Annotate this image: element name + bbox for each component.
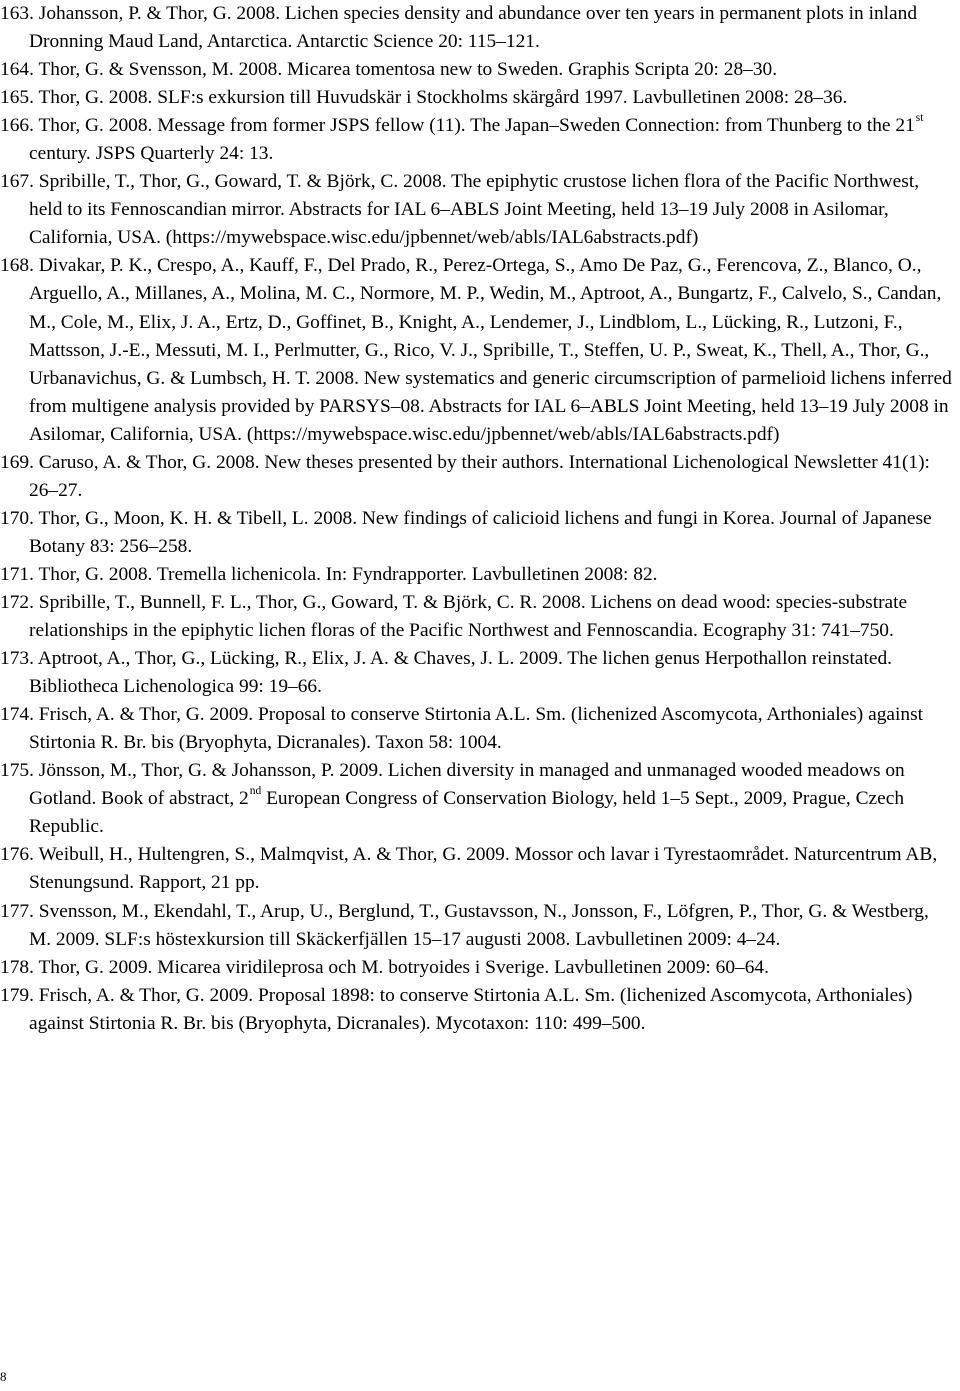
reference-number: 178.	[0, 956, 34, 978]
reference-item	[0, 589, 955, 645]
reference-text: Aptroot, A., Thor, G., Lücking, R., Elix, J. A. & Chaves, J. L. 2009. The lichen genus Herpothallon reinstated. Bibliotheca Lichenologica 99: 19–66.	[29, 648, 892, 698]
ordinal-suffix: nd	[249, 785, 262, 798]
reference-number: 179.	[0, 984, 34, 1006]
reference-text: Thor, G. 2008. Message from former JSPS fellow (11). The Japan–Sweden Connection: from Thunberg to the 21	[38, 115, 915, 137]
reference-item	[0, 112, 955, 168]
reference-number: 163.	[0, 3, 34, 24]
reference-item	[0, 954, 955, 982]
page-number: 8	[0, 1369, 7, 1384]
reference-number: 176.	[0, 844, 34, 866]
reference-text: Thor, G. 2008. Tremella lichenicola. In: Fyndrapporter. Lavbulletinen 2008: 82.	[38, 563, 658, 585]
reference-item	[0, 252, 955, 448]
reference-number: 171.	[0, 563, 34, 585]
reference-text: Spribille, T., Bunnell, F. L., Thor, G., Goward, T. & Björk, C. R. 2008. Lichens on dead wood: species-substrate relationships in the epiphytic lichen floras of the Pacific Northwest and Fennoscandia. Ecography 31: 741–750.	[29, 591, 908, 642]
reference-text: Weibull, H., Hultengren, S., Malmqvist, A. & Thor, G. 2009. Mossor och lavar i Tyrestaområdet. Naturcentrum AB, Stenungsund. Rapport, 21 pp.	[29, 844, 938, 894]
reference-number: 172.	[0, 591, 34, 613]
reference-number: 169.	[0, 451, 34, 473]
reference-text: century. JSPS Quarterly 24: 13.	[29, 143, 274, 165]
reference-item	[0, 505, 955, 561]
reference-item	[0, 0, 955, 56]
reference-item	[0, 757, 955, 841]
reference-text: Thor, G., Moon, K. H. & Tibell, L. 2008. New findings of calicioid lichens and fungi in Korea. Journal of Japanese Botany 83: 256–258.	[29, 507, 932, 557]
reference-number: 167.	[0, 171, 34, 193]
reference-text: Thor, G. 2008. SLF:s exkursion till Huvudskär i Stockholms skärgård 1997. Lavbulletinen 2008: 28–36.	[38, 87, 848, 109]
reference-number: 173.	[0, 648, 34, 670]
reference-number: 177.	[0, 900, 34, 922]
reference-item	[0, 982, 955, 1038]
reference-item	[0, 645, 955, 701]
reference-number: 175.	[0, 760, 34, 782]
reference-number: 168.	[0, 255, 34, 277]
reference-item	[0, 168, 955, 252]
reference-number: 164.	[0, 59, 34, 81]
reference-item	[0, 898, 955, 954]
reference-text: Divakar, P. K., Crespo, A., Kauff, F., Del Prado, R., Perez-Ortega, S., Amo De Paz, G., Ferencova, Z., Blanco, O., Arguello, A., Millanes, A., Molina, M. C., Normore, M. P., Wedin, M., Aptroot, A., Bungartz, F., Calvelo, S., Candan, M., Cole, M., Elix, J. A., Ertz, D., Goffinet, B., Knight, A., Lendemer, J., Lindblom, L., Lücking, R., Lutzoni, F., Mattsson, J.-E., Messuti, M. I., Perlmutter, G., Rico, V. J., Spribille, T., Steffen, U. P., Sweat, K., Thell, A., Thor, G., Urbanavichus, G. & Lumbsch, H. T. 2008. New systematics and generic circumscription of parmelioid lichens inferred from multigene analysis provided by PARSYS–08. Abstracts for IAL 6–ABLS Joint Meeting, held 13–19 July 2008 in Asilomar, California, USA. (https://mywebspace.wisc.edu/jpbennet/web/abls/IAL6abstracts.pdf)	[29, 255, 952, 445]
reference-number: 174.	[0, 704, 34, 726]
reference-text: Svensson, M., Ekendahl, T., Arup, U., Berglund, T., Gustavsson, N., Jonsson, F., Löfgren, P., Thor, G. & Westberg, M. 2009. SLF:s höstexkursion till Skäckerfjällen 15–17 augusti 2008. Lavbulletinen 2009: 4–24.	[29, 900, 929, 950]
reference-item	[0, 449, 955, 505]
reference-number: 166.	[0, 115, 34, 137]
reference-item	[0, 56, 955, 84]
reference-number: 170.	[0, 507, 34, 529]
reference-item	[0, 561, 955, 589]
reference-number: 165.	[0, 87, 34, 109]
reference-text: Jönsson, M., Thor, G. & Johansson, P. 2009. Lichen diversity in managed and unmanaged wooded meadows on Gotland. Book of abstract, 2	[29, 760, 905, 810]
reference-text: Thor, G. 2009. Micarea viridileprosa och M. botryoides i Sverige. Lavbulletinen 2009: 60–64.	[38, 956, 769, 978]
reference-text: Frisch, A. & Thor, G. 2009. Proposal 1898: to conserve Stirtonia A.L. Sm. (lichenized Ascomycota, Arthoniales) against Stirtonia R. Br. bis (Bryophyta, Dicranales). Mycotaxon: 110: 499–500.	[29, 984, 913, 1034]
reference-item	[0, 701, 955, 757]
reference-item	[0, 841, 955, 897]
reference-text: Spribille, T., Thor, G., Goward, T. & Björk, C. 2008. The epiphytic crustose lichen flora of the Pacific Northwest, held to its Fennoscandian mirror. Abstracts for IAL 6–ABLS Joint Meeting, held 13–19 July 2008 in Asilomar, California, USA. (https://mywebspace.wisc.edu/jpbennet/web/abls/IAL6abstracts.pdf)	[29, 171, 920, 249]
ordinal-suffix: st	[915, 112, 924, 125]
reference-text: Caruso, A. & Thor, G. 2008. New theses presented by their authors. International Lichenological Newsletter 41(1): 26–27.	[29, 451, 930, 501]
reference-text: Johansson, P. & Thor, G. 2008. Lichen species density and abundance over ten years in permanent plots in inland Dronning Maud Land, Antarctica. Antarctic Science 20: 115–121.	[29, 3, 918, 53]
reference-text: European Congress of Conservation Biology, held 1–5 Sept., 2009, Prague, Czech Republic.	[29, 788, 905, 838]
reference-text: Thor, G. & Svensson, M. 2008. Micarea tomentosa new to Sweden. Graphis Scripta 20: 28–30.	[38, 59, 778, 81]
reference-text: Frisch, A. & Thor, G. 2009. Proposal to conserve Stirtonia A.L. Sm. (lichenized Ascomycota, Arthoniales) against Stirtonia R. Br. bis (Bryophyta, Dicranales). Taxon 58: 1004.	[29, 704, 924, 754]
reference-item	[0, 84, 955, 112]
